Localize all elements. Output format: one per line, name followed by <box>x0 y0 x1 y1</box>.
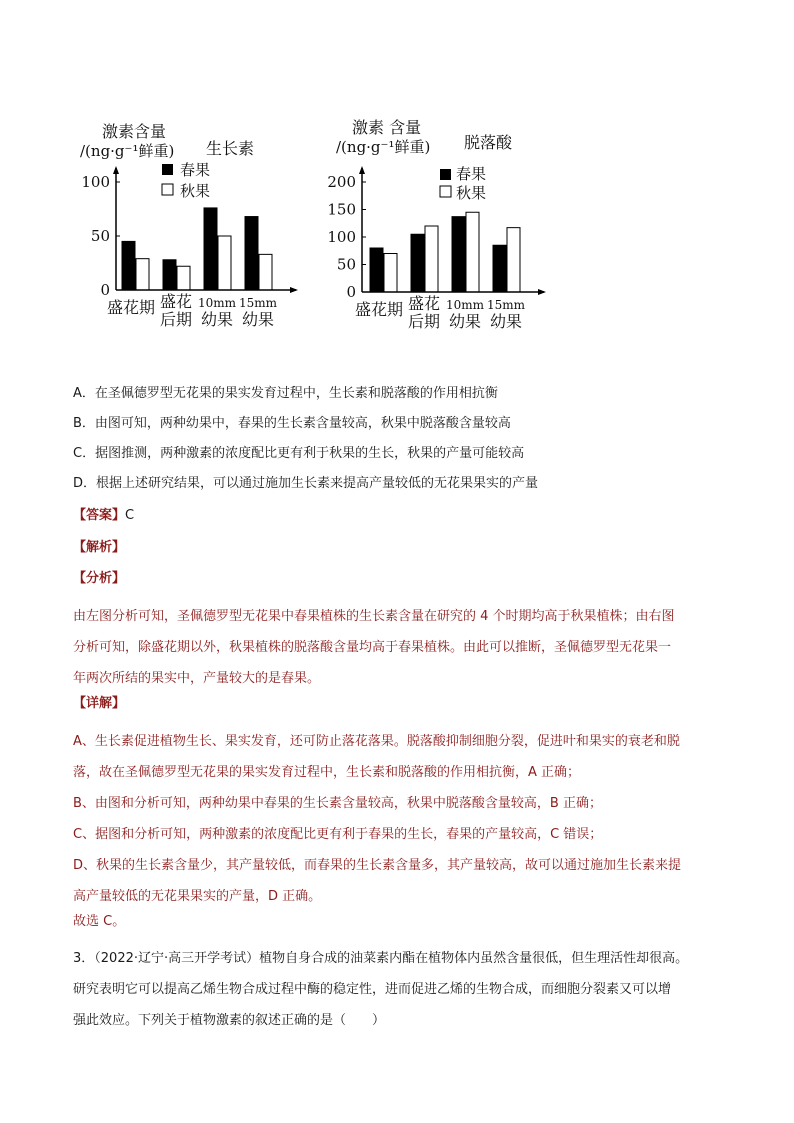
answer-value: C <box>125 508 135 523</box>
bar-autumn <box>384 254 397 293</box>
bar-spring <box>493 245 506 292</box>
y-tick-label: 50 <box>90 227 110 245</box>
bar-spring <box>163 260 176 290</box>
category-label: 幼果 <box>489 312 523 331</box>
legend-swatch-autumn <box>440 186 451 197</box>
category-label: 幼果 <box>200 310 234 329</box>
category-label: 后期 <box>159 310 193 329</box>
bar-autumn <box>507 228 520 292</box>
detail-line: C、据图和分析可知，两种激素的浓度配比更有利于春果的生长，春果的产量较高，C 错误； <box>73 827 603 842</box>
legend-swatch-spring <box>162 164 173 175</box>
auxin-chart-svg <box>80 112 318 342</box>
fenxi-line: 由左图分析可知，圣佩德罗型无花果中春果植株的生长素含量在研究的 4 个时期均高于秋果植株；由右图 <box>73 609 675 624</box>
aba-ylabel-1: 激素 含量 <box>352 118 422 137</box>
legend-swatch-autumn <box>162 184 173 195</box>
bar-spring <box>245 217 258 290</box>
y-tick-label: 50 <box>336 255 356 274</box>
question-3 <box>73 943 723 1036</box>
legend-spring: 春果 <box>180 161 211 179</box>
y-tick-label: 0 <box>100 281 110 299</box>
bar-autumn <box>136 259 149 290</box>
y-axis-arrow <box>359 166 365 174</box>
answer-line <box>73 506 723 526</box>
category-label-top: 15mm <box>238 296 278 310</box>
y-tick-label: 100 <box>327 228 356 246</box>
y-tick-label: 150 <box>327 200 356 219</box>
fenxi-line: 分析可知，除盛花期以外，秋果植株的脱落酸含量均高于春果植株。由此可以推断，圣佩德罗型无花果一 <box>73 640 672 655</box>
detail-line: A、生长素促进植物生长、果实发育，还可防止落花落果。脱落酸抑制细胞分裂，促进叶和果实的衰老和脱 <box>73 734 680 749</box>
category-label: 后期 <box>407 312 441 331</box>
y-tick-label: 200 <box>327 173 356 191</box>
fenxi-line: 年两次所结的果实中，产量较大的是春果。 <box>73 671 321 686</box>
bar-autumn <box>218 236 231 290</box>
y-tick-label: 0 <box>346 283 356 301</box>
option-a: A．在圣佩德罗型无花果的果实发育过程中，生长素和脱落酸的作用相抗衡 <box>73 386 498 401</box>
auxin-ylabel-1: 激素含量 <box>102 122 167 141</box>
category-label: 盛花期 <box>106 298 156 317</box>
aba-chart <box>327 112 560 342</box>
x-axis-arrow <box>290 287 298 293</box>
category-label: 幼果 <box>241 310 275 329</box>
aba-yticks <box>327 173 366 301</box>
category-label-top: 盛花 <box>159 292 193 311</box>
bar-autumn <box>425 226 438 292</box>
auxin-yticks <box>81 173 120 299</box>
detail-line: D、秋果的生长素含量少，其产量较低，而春果的生长素含量多，其产量较高，故可以通过施加生长素来提 <box>73 858 682 873</box>
category-label-top: 15mm <box>486 298 526 312</box>
detail-label: 【详解】 <box>73 696 126 711</box>
auxin-chart <box>80 112 318 342</box>
category-label: 盛花期 <box>354 300 404 319</box>
question-3-line: 强此效应。下列关于植物激素的叙述正确的是（ ） <box>73 1013 386 1028</box>
category-label-top: 10mm <box>445 298 485 312</box>
answer-label: 【答案】 <box>73 508 126 523</box>
y-axis-arrow <box>113 166 119 174</box>
category-label: 幼果 <box>448 312 482 331</box>
legend-swatch-spring <box>440 169 451 180</box>
detail-line: B、由图和分析可知，两种幼果中春果的生长素含量较高，秋果中脱落酸含量较高，B 正确； <box>73 796 602 811</box>
bar-autumn <box>259 254 272 290</box>
option-d: D．根据上述研究结果，可以通过施加生长素来提高产量较低的无花果果实的产量 <box>73 476 539 491</box>
bar-spring <box>204 208 217 290</box>
category-label-top: 盛花 <box>407 294 441 313</box>
question-3-line: 3．（2022·辽宁·高三开学考试）植物自身合成的油菜素内酯在植物体内虽然含量很低，但生理活性却很高。 <box>73 951 689 966</box>
legend-autumn: 秋果 <box>456 184 487 202</box>
bar-spring <box>452 217 465 292</box>
aba-bars <box>370 212 520 292</box>
bar-spring <box>370 248 383 292</box>
auxin-title: 生长素 <box>206 139 255 158</box>
fenxi-paragraph <box>73 601 723 694</box>
auxin-bars <box>122 208 272 290</box>
aba-chart-svg <box>327 112 560 342</box>
bar-spring <box>122 241 135 290</box>
bar-spring <box>411 234 424 292</box>
auxin-categories <box>107 292 278 329</box>
detail-paragraph <box>73 726 723 912</box>
option-b: B．由图可知，两种幼果中，春果的生长素含量较高，秋果中脱落酸含量较高 <box>73 416 511 431</box>
auxin-ylabel-2: /(ng·g⁻¹鲜重) <box>80 142 175 160</box>
conclusion: 故选 C。 <box>73 914 126 929</box>
y-tick-label: 100 <box>81 173 110 191</box>
fenxi-label: 【分析】 <box>73 571 126 586</box>
x-axis-arrow <box>538 289 546 295</box>
legend-spring: 春果 <box>456 165 487 183</box>
question-3-line: 研究表明它可以提高乙烯生物合成过程中酶的稳定性，进而促进乙烯的生物合成，而细胞分裂素又可以增 <box>73 982 672 997</box>
analysis-label: 【解析】 <box>73 540 126 555</box>
bar-autumn <box>466 212 479 292</box>
option-c: C．据图推测，两种激素的浓度配比更有利于秋果的生长，秋果的产量可能较高 <box>73 446 525 461</box>
category-label-top: 10mm <box>197 296 237 310</box>
aba-title: 脱落酸 <box>464 133 513 152</box>
detail-line: 落，故在圣佩德罗型无花果的果实发育过程中，生长素和脱落酸的作用相抗衡，A 正确； <box>73 765 581 780</box>
aba-ylabel-2: /(ng·g⁻¹鲜重) <box>336 138 431 156</box>
legend-autumn: 秋果 <box>180 182 211 200</box>
detail-line: 高产量较低的无花果果实的产量，D 正确。 <box>73 889 322 904</box>
aba-categories <box>355 294 526 331</box>
bar-autumn <box>177 266 190 290</box>
